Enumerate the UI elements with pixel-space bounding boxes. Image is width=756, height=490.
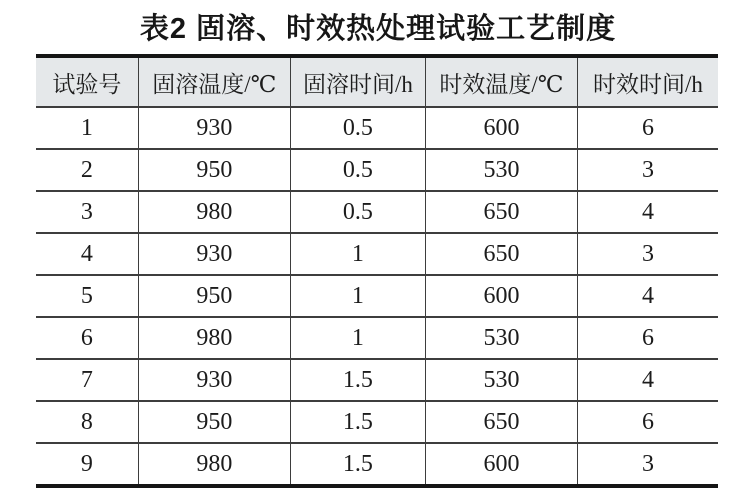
table-cell: 600 (425, 443, 577, 486)
table-cell: 530 (425, 359, 577, 401)
table-row (36, 401, 718, 443)
table-cell: 4 (577, 359, 718, 401)
table-cell: 1.5 (290, 359, 425, 401)
table-cell: 6 (577, 107, 718, 149)
table-cell: 1.5 (290, 401, 425, 443)
table-cell: 650 (425, 191, 577, 233)
table-cell: 950 (138, 275, 290, 317)
table-row (36, 233, 718, 275)
table-row (36, 443, 718, 486)
table-cell: 1 (290, 275, 425, 317)
table-cell: 600 (425, 275, 577, 317)
header-cell-aging-temp: 时效温度/℃ (425, 56, 577, 107)
table-cell: 4 (577, 191, 718, 233)
header-row (36, 56, 718, 107)
table-row (36, 359, 718, 401)
table-cell: 950 (138, 149, 290, 191)
header-cell-solution-time: 固溶时间/h (290, 56, 425, 107)
table-cell: 530 (425, 317, 577, 359)
table-cell: 980 (138, 317, 290, 359)
table-cell: 0.5 (290, 191, 425, 233)
table-cell: 4 (577, 275, 718, 317)
table-cell: 5 (36, 275, 138, 317)
table-row (36, 317, 718, 359)
table-cell: 3 (577, 233, 718, 275)
table-cell: 1 (290, 317, 425, 359)
table-cell: 930 (138, 233, 290, 275)
table-row (36, 149, 718, 191)
table-cell: 600 (425, 107, 577, 149)
table-body (36, 107, 718, 486)
table-cell: 6 (36, 317, 138, 359)
table-cell: 950 (138, 401, 290, 443)
table-cell: 9 (36, 443, 138, 486)
table-cell: 3 (577, 149, 718, 191)
table-cell: 0.5 (290, 149, 425, 191)
table-cell: 1 (36, 107, 138, 149)
header-cell-solution-temp: 固溶温度/℃ (138, 56, 290, 107)
table-cell: 6 (577, 401, 718, 443)
heat-treatment-table (36, 54, 718, 488)
table-cell: 7 (36, 359, 138, 401)
table-cell: 3 (36, 191, 138, 233)
table-caption: 表2 固溶、时效热处理试验工艺制度 (139, 13, 617, 45)
table-header (36, 56, 718, 107)
table-cell: 930 (138, 359, 290, 401)
table-cell: 1.5 (290, 443, 425, 486)
table-cell: 1 (290, 233, 425, 275)
table-row (36, 107, 718, 149)
table-cell: 650 (425, 401, 577, 443)
table-cell: 530 (425, 149, 577, 191)
table-cell: 980 (138, 443, 290, 486)
table-cell: 8 (36, 401, 138, 443)
table-cell: 930 (138, 107, 290, 149)
table-cell: 2 (36, 149, 138, 191)
table-cell: 980 (138, 191, 290, 233)
table-cell: 3 (577, 443, 718, 486)
table-cell: 650 (425, 233, 577, 275)
table-row (36, 191, 718, 233)
table-row (36, 275, 718, 317)
header-cell-test-no: 试验号 (36, 56, 138, 107)
table-cell: 4 (36, 233, 138, 275)
header-cell-aging-time: 时效时间/h (577, 56, 718, 107)
table-cell: 0.5 (290, 107, 425, 149)
table-cell: 6 (577, 317, 718, 359)
